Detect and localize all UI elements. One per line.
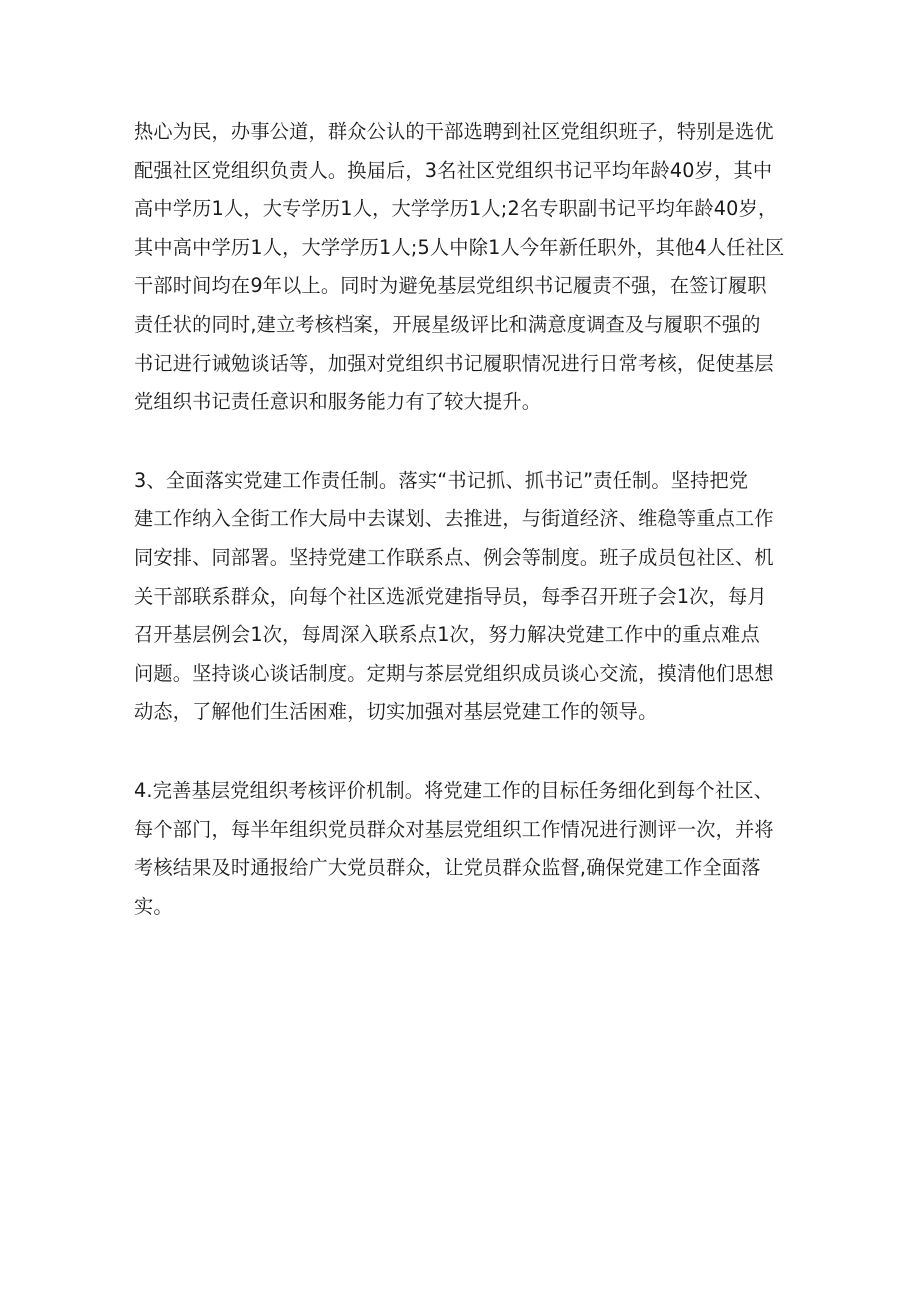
- text-line: 动态，了解他们生活困难，切实加强对基层党建工作的领导。: [134, 700, 658, 724]
- text-line: 责任状的同时,建立考核档案，开展星级评比和满意度调查及与履职不强的: [134, 312, 761, 336]
- paragraph-evaluation-mechanism: [134, 772, 794, 926]
- text-line: 干部时间均在9年以上。同时为避免基层党组织书记履责不强，在签订履职: [134, 274, 767, 298]
- text-line: 热心为民，办事公道，群众公认的干部选聘到社区党组织班子，特别是选优: [134, 120, 774, 143]
- document-body: [134, 113, 794, 926]
- text-line: 考核结果及时通报给广大党员群众，让党员群众监督,确保党建工作全面落: [134, 856, 761, 880]
- text-line: 党组织书记责任意识和服务能力有了较大提升。: [134, 390, 542, 414]
- text-line: 召开基层例会1次，每周深入联系点1次，努力解决党建工作中的重点难点: [134, 623, 760, 647]
- text-line: 4.完善基层党组织考核评价机制。将党建工作的目标任务细化到每个社区、: [134, 778, 774, 802]
- text-line: 书记进行诫勉谈话等，加强对党组织书记履职情况进行日常考核，促使基层: [134, 351, 774, 375]
- text-line: 关干部联系群众，向每个社区选派党建指导员，每季召开班子会1次，每月: [134, 584, 767, 608]
- text-line: 其中高中学历1人，大学学历1人;5人中除1人今年新任职外，其他4人任社区: [134, 235, 785, 259]
- paragraph-community-cadres: [134, 113, 794, 422]
- text-line: 高中学历1人，大专学历1人，大学学历1人;2名专职副书记平均年龄40岁，: [134, 197, 778, 221]
- text-line: 建工作纳入全街工作大局中去谋划、去推进，与街道经济、维稳等重点工作: [134, 507, 774, 531]
- text-line: 3、全面落实党建工作责任制。落实“书记抓、抓书记”责任制。坚持把党: [134, 468, 749, 492]
- text-line: 每个部门，每半年组织党员群众对基层党组织工作情况进行测评一次，并将: [134, 817, 774, 841]
- text-line: 同安排、同部署。坚持党建工作联系点、例会等制度。班子成员包社区、机: [134, 545, 774, 569]
- paragraph-responsibility-system: [134, 462, 794, 732]
- text-line: 问题。坚持谈心谈话制度。定期与茶层党组织成员谈心交流，摸清他们思想: [134, 661, 774, 685]
- text-line: 配强社区党组织负责人。换届后，3名社区党组织书记平均年龄40岁，其中: [134, 158, 773, 182]
- text-line: 实。: [134, 894, 173, 918]
